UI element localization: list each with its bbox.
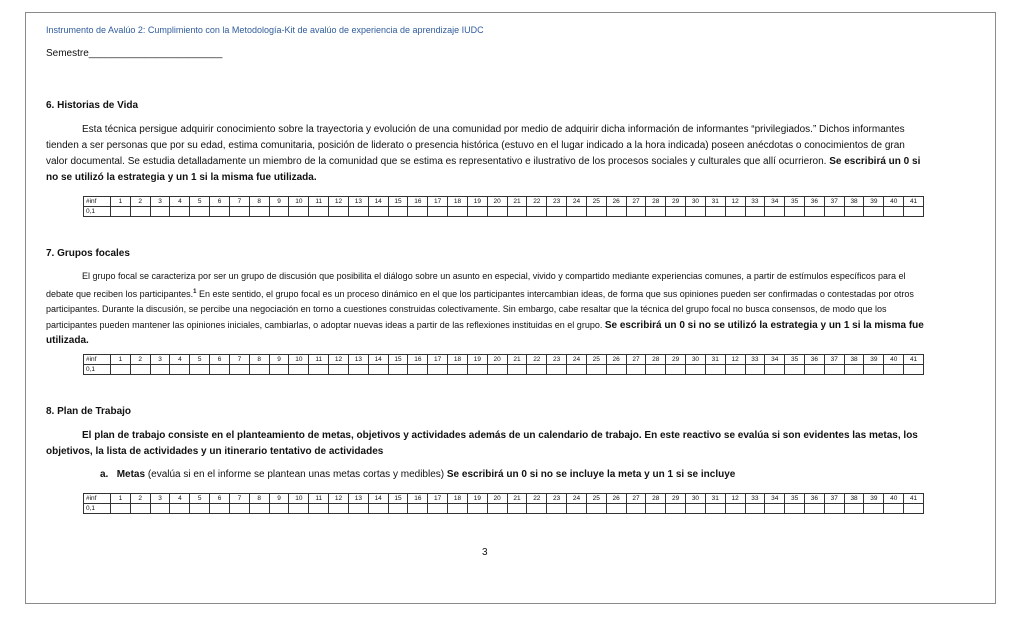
column-number: 12	[329, 355, 349, 365]
score-cell[interactable]	[804, 207, 824, 217]
metas-marker: a.	[100, 469, 109, 480]
score-cell[interactable]	[567, 504, 587, 514]
column-number: 7	[229, 197, 249, 207]
score-cell[interactable]	[130, 504, 150, 514]
column-number: 38	[844, 494, 864, 504]
table-header-row	[84, 355, 924, 365]
column-number: 28	[646, 197, 666, 207]
column-number: 38	[844, 197, 864, 207]
column-number: 15	[388, 197, 408, 207]
score-cell[interactable]	[170, 207, 190, 217]
score-cell[interactable]	[646, 207, 666, 217]
score-cell[interactable]	[884, 365, 904, 375]
column-number: 9	[269, 494, 289, 504]
score-cell[interactable]	[586, 365, 606, 375]
score-cell[interactable]	[289, 365, 309, 375]
column-number: 25	[586, 355, 606, 365]
column-number: 27	[626, 494, 646, 504]
score-cell[interactable]	[249, 207, 269, 217]
column-number: 33	[745, 197, 765, 207]
score-cell[interactable]	[487, 365, 507, 375]
score-cell[interactable]	[348, 504, 368, 514]
score-cell[interactable]	[428, 207, 448, 217]
score-cell[interactable]	[606, 504, 626, 514]
score-cell[interactable]	[130, 365, 150, 375]
semestre-blank: ________________________	[88, 48, 223, 59]
column-number: 8	[249, 494, 269, 504]
score-cell[interactable]	[745, 504, 765, 514]
score-cell[interactable]	[705, 504, 725, 514]
score-cell[interactable]	[844, 504, 864, 514]
grupos-text-2: En este sentido, el grupo focal es un proceso dinámico en el que los participantes intercambian ideas, de forma que sus opiniones pueden ser confirmadas o contestadas por otros participantes. Durante la discusión, se percibe una negociación en torno a cuestiones construidas colectivamente. Sin embargo, cabe resaltar que la técnica del grupo focal no busca consensos, de modo que los participantes pueden mantener las opiniones iniciales, cambiarlas, o adoptar nuevas ideas a partir de las reflexiones instituidas en el grupo.	[46, 288, 914, 330]
column-number: 15	[388, 355, 408, 365]
column-number: 13	[348, 494, 368, 504]
column-number: 36	[804, 494, 824, 504]
historias-instruction: Se escribirá un 0 si no se utilizó la estrategia y un 1 si la misma fue utilizada.	[46, 156, 921, 183]
column-number: 40	[884, 494, 904, 504]
column-number: 2	[130, 355, 150, 365]
score-cell[interactable]	[586, 207, 606, 217]
score-cell[interactable]	[785, 207, 805, 217]
score-cell[interactable]	[804, 365, 824, 375]
column-number: 23	[547, 197, 567, 207]
column-number: 22	[527, 197, 547, 207]
column-number: 8	[249, 197, 269, 207]
column-number: 35	[785, 197, 805, 207]
score-cell[interactable]	[666, 207, 686, 217]
column-number: 41	[904, 197, 924, 207]
column-number: 27	[626, 197, 646, 207]
score-cell[interactable]	[646, 504, 666, 514]
column-number: 14	[368, 494, 388, 504]
score-cell[interactable]	[329, 365, 349, 375]
score-cell[interactable]	[111, 365, 131, 375]
column-number: 21	[507, 197, 527, 207]
score-cell[interactable]	[626, 365, 646, 375]
score-cell[interactable]	[745, 365, 765, 375]
column-number: 29	[666, 197, 686, 207]
score-cell[interactable]	[606, 207, 626, 217]
column-number: 12	[329, 197, 349, 207]
column-number: 29	[666, 355, 686, 365]
metas-description: (evalúa si en el informe se plantean unas metas cortas y medibles)	[145, 469, 447, 480]
column-number: 16	[408, 355, 428, 365]
column-number: 5	[190, 197, 210, 207]
column-number: 17	[428, 197, 448, 207]
column-number: 34	[765, 494, 785, 504]
column-number: 30	[686, 355, 706, 365]
score-cell[interactable]	[487, 207, 507, 217]
score-cell[interactable]	[864, 365, 884, 375]
score-cell[interactable]	[170, 365, 190, 375]
score-table-grupos	[83, 354, 924, 375]
column-number: 23	[547, 355, 567, 365]
table-value-row	[84, 207, 924, 217]
score-cell[interactable]	[408, 365, 428, 375]
score-cell[interactable]	[249, 365, 269, 375]
column-number: 37	[824, 355, 844, 365]
column-number: 26	[606, 494, 626, 504]
score-cell[interactable]	[388, 365, 408, 375]
page-number: 3	[482, 547, 488, 558]
column-number: 39	[864, 494, 884, 504]
row-label-inf: #inf	[84, 494, 111, 504]
score-cell[interactable]	[111, 504, 131, 514]
score-cell[interactable]	[368, 504, 388, 514]
table-value-row	[84, 504, 924, 514]
column-number: 9	[269, 197, 289, 207]
column-number: 37	[824, 197, 844, 207]
score-cell[interactable]	[567, 207, 587, 217]
score-cell[interactable]	[626, 504, 646, 514]
section-text-plan	[46, 428, 926, 460]
column-number: 20	[487, 355, 507, 365]
document-header: Instrumento de Avalúo 2: Cumplimiento con la Metodología-Kit de avalúo de experiencia de aprendizaje IUDC	[46, 25, 484, 35]
score-cell[interactable]	[844, 365, 864, 375]
score-cell[interactable]	[467, 504, 487, 514]
column-number: 2	[130, 494, 150, 504]
score-cell[interactable]	[864, 207, 884, 217]
score-cell[interactable]	[686, 365, 706, 375]
column-number: 11	[309, 494, 329, 504]
column-number: 3	[150, 494, 170, 504]
column-number: 30	[686, 197, 706, 207]
column-number: 3	[150, 355, 170, 365]
score-cell[interactable]	[487, 504, 507, 514]
score-cell[interactable]	[408, 504, 428, 514]
column-number: 11	[309, 355, 329, 365]
column-number: 11	[309, 197, 329, 207]
column-number: 38	[844, 355, 864, 365]
row-label-inf: #inf	[84, 355, 111, 365]
column-number: 12	[725, 355, 745, 365]
metas-item	[100, 469, 735, 480]
column-number: 15	[388, 494, 408, 504]
score-cell[interactable]	[686, 207, 706, 217]
score-cell[interactable]	[368, 365, 388, 375]
score-cell[interactable]	[448, 207, 468, 217]
score-cell[interactable]	[785, 504, 805, 514]
score-cell[interactable]	[606, 365, 626, 375]
column-number: 1	[111, 197, 131, 207]
column-number: 24	[567, 355, 587, 365]
score-cell[interactable]	[210, 365, 230, 375]
column-number: 35	[785, 355, 805, 365]
table-header-row	[84, 197, 924, 207]
grupos-instruction: Se escribirá un 0 si no se utilizó la estrategia y un 1 si la misma fue utilizada.	[46, 319, 924, 346]
score-cell[interactable]	[428, 504, 448, 514]
footnote-marker: 1	[193, 288, 197, 295]
score-cell[interactable]	[408, 207, 428, 217]
column-number: 22	[527, 355, 547, 365]
column-number: 7	[229, 355, 249, 365]
column-number: 8	[249, 355, 269, 365]
column-number: 25	[586, 197, 606, 207]
column-number: 3	[150, 197, 170, 207]
score-cell[interactable]	[210, 504, 230, 514]
score-cell[interactable]	[646, 365, 666, 375]
column-number: 13	[348, 355, 368, 365]
score-cell[interactable]	[229, 207, 249, 217]
score-cell[interactable]	[190, 207, 210, 217]
score-cell[interactable]	[269, 504, 289, 514]
semestre-label: Semestre	[46, 48, 89, 59]
column-number: 34	[765, 197, 785, 207]
column-number: 4	[170, 494, 190, 504]
score-cell[interactable]	[527, 207, 547, 217]
score-cell[interactable]	[904, 504, 924, 514]
score-cell[interactable]	[785, 365, 805, 375]
column-number: 36	[804, 197, 824, 207]
column-number: 24	[567, 494, 587, 504]
score-cell[interactable]	[150, 365, 170, 375]
metas-title: Metas	[116, 469, 146, 480]
score-cell[interactable]	[547, 504, 567, 514]
column-number: 20	[487, 197, 507, 207]
column-number: 1	[111, 494, 131, 504]
score-cell[interactable]	[725, 504, 745, 514]
score-cell[interactable]	[309, 365, 329, 375]
score-table-metas	[83, 493, 924, 514]
score-cell[interactable]	[626, 207, 646, 217]
column-number: 1	[111, 355, 131, 365]
column-number: 19	[467, 197, 487, 207]
score-cell[interactable]	[170, 504, 190, 514]
column-number: 24	[567, 197, 587, 207]
column-number: 25	[586, 494, 606, 504]
column-number: 12	[725, 494, 745, 504]
score-cell[interactable]	[666, 365, 686, 375]
score-cell[interactable]	[269, 365, 289, 375]
score-cell[interactable]	[567, 365, 587, 375]
column-number: 33	[745, 355, 765, 365]
section-title-historias: 6. Historias de Vida	[46, 100, 139, 111]
column-number: 12	[725, 197, 745, 207]
column-number: 22	[527, 494, 547, 504]
column-number: 40	[884, 355, 904, 365]
score-cell[interactable]	[884, 207, 904, 217]
score-cell[interactable]	[130, 207, 150, 217]
score-cell[interactable]	[448, 504, 468, 514]
section-title-plan: 8. Plan de Trabajo	[46, 406, 132, 417]
column-number: 14	[368, 197, 388, 207]
score-cell[interactable]	[190, 504, 210, 514]
column-number: 18	[448, 494, 468, 504]
score-cell[interactable]	[507, 207, 527, 217]
column-number: 41	[904, 355, 924, 365]
column-number: 28	[646, 355, 666, 365]
score-cell[interactable]	[388, 207, 408, 217]
column-number: 39	[864, 197, 884, 207]
score-cell[interactable]	[507, 365, 527, 375]
score-cell[interactable]	[269, 207, 289, 217]
column-number: 10	[289, 197, 309, 207]
score-cell[interactable]	[666, 504, 686, 514]
section-text-historias	[46, 122, 926, 186]
score-cell[interactable]	[725, 207, 745, 217]
column-number: 10	[289, 494, 309, 504]
column-number: 17	[428, 355, 448, 365]
score-cell[interactable]	[229, 504, 249, 514]
historias-text: Esta técnica persigue adquirir conocimiento sobre la trayectoria y evolución de una comunidad por medio de adquirir dicha información de informantes “privilegiados.” Dichos informantes tienden a ser personas que por su edad, estima comunitaria, posición de liderato o presencia histórica (estuvo en el lugar indicado a la hora indicada) poseen anécdotas o conocimientos de gran valor documental. Se estudia detalladamente un miembro de la comunidad que se estima es representativo e ilustrativo de los procesos sociales y culturales que allí ocurrieron.	[46, 124, 905, 167]
score-cell[interactable]	[705, 207, 725, 217]
score-cell[interactable]	[229, 365, 249, 375]
table-header-row	[84, 494, 924, 504]
score-cell[interactable]	[804, 504, 824, 514]
score-cell[interactable]	[765, 365, 785, 375]
column-number: 27	[626, 355, 646, 365]
column-number: 19	[467, 494, 487, 504]
score-cell[interactable]	[824, 504, 844, 514]
score-cell[interactable]	[309, 207, 329, 217]
score-cell[interactable]	[745, 207, 765, 217]
section-title-grupos: 7. Grupos focales	[46, 248, 130, 259]
row-label-inf: #inf	[84, 197, 111, 207]
metas-instruction: Se escribirá un 0 si no se incluye la meta y un 1 si se incluye	[446, 469, 736, 480]
column-number: 9	[269, 355, 289, 365]
score-cell[interactable]	[150, 207, 170, 217]
score-cell[interactable]	[249, 504, 269, 514]
column-number: 34	[765, 355, 785, 365]
score-cell[interactable]	[111, 207, 131, 217]
score-cell[interactable]	[428, 365, 448, 375]
score-cell[interactable]	[705, 365, 725, 375]
column-number: 5	[190, 355, 210, 365]
column-number: 40	[884, 197, 904, 207]
plan-text: El plan de trabajo consiste en el planteamiento de metas, objetivos y actividades además de un calendario de trabajo. En este reactivo se evalúa si son evidentes las metas, los objetivos, la lista de actividades y un itinerario tentativo de actividades	[46, 430, 918, 457]
column-number: 26	[606, 355, 626, 365]
score-cell[interactable]	[289, 207, 309, 217]
score-cell[interactable]	[388, 504, 408, 514]
score-cell[interactable]	[864, 504, 884, 514]
column-number: 28	[646, 494, 666, 504]
score-cell[interactable]	[904, 365, 924, 375]
column-number: 26	[606, 197, 626, 207]
column-number: 5	[190, 494, 210, 504]
column-number: 10	[289, 355, 309, 365]
score-cell[interactable]	[507, 504, 527, 514]
column-number: 39	[864, 355, 884, 365]
column-number: 18	[448, 197, 468, 207]
score-cell[interactable]	[904, 207, 924, 217]
score-cell[interactable]	[725, 365, 745, 375]
score-cell[interactable]	[527, 504, 547, 514]
column-number: 19	[467, 355, 487, 365]
score-cell[interactable]	[289, 504, 309, 514]
score-cell[interactable]	[348, 207, 368, 217]
column-number: 18	[448, 355, 468, 365]
score-cell[interactable]	[765, 504, 785, 514]
column-number: 36	[804, 355, 824, 365]
score-cell[interactable]	[467, 365, 487, 375]
column-number: 23	[547, 494, 567, 504]
semestre-line	[46, 48, 222, 59]
column-number: 41	[904, 494, 924, 504]
column-number: 6	[210, 197, 230, 207]
score-cell[interactable]	[547, 365, 567, 375]
score-cell[interactable]	[210, 207, 230, 217]
column-number: 4	[170, 355, 190, 365]
column-number: 2	[130, 197, 150, 207]
score-cell[interactable]	[190, 365, 210, 375]
column-number: 30	[686, 494, 706, 504]
column-number: 31	[705, 197, 725, 207]
column-number: 37	[824, 494, 844, 504]
column-number: 7	[229, 494, 249, 504]
score-cell[interactable]	[824, 207, 844, 217]
column-number: 6	[210, 494, 230, 504]
score-cell[interactable]	[448, 365, 468, 375]
score-cell[interactable]	[765, 207, 785, 217]
score-cell[interactable]	[884, 504, 904, 514]
score-cell[interactable]	[368, 207, 388, 217]
column-number: 12	[329, 494, 349, 504]
score-cell[interactable]	[467, 207, 487, 217]
score-cell[interactable]	[329, 504, 349, 514]
column-number: 14	[368, 355, 388, 365]
score-cell[interactable]	[686, 504, 706, 514]
score-cell[interactable]	[309, 504, 329, 514]
column-number: 31	[705, 355, 725, 365]
score-cell[interactable]	[329, 207, 349, 217]
column-number: 21	[507, 494, 527, 504]
row-label-value: 0,1	[84, 365, 111, 375]
grupos-text: El grupo focal se caracteriza por ser un grupo de discusión que posibilita el diálogo sobre un asunto en especial, vivido y compartido mediante experiencias comunes, a partir de estímulos específicos para el debate que reciben los participantes.	[46, 271, 906, 299]
column-number: 35	[785, 494, 805, 504]
score-cell[interactable]	[844, 207, 864, 217]
row-label-value: 0,1	[84, 207, 111, 217]
column-number: 16	[408, 494, 428, 504]
column-number: 16	[408, 197, 428, 207]
column-number: 31	[705, 494, 725, 504]
column-number: 13	[348, 197, 368, 207]
column-number: 17	[428, 494, 448, 504]
score-cell[interactable]	[527, 365, 547, 375]
score-table-historias	[83, 196, 924, 217]
score-cell[interactable]	[348, 365, 368, 375]
column-number: 4	[170, 197, 190, 207]
score-cell[interactable]	[586, 504, 606, 514]
score-cell[interactable]	[150, 504, 170, 514]
column-number: 6	[210, 355, 230, 365]
column-number: 21	[507, 355, 527, 365]
score-cell[interactable]	[547, 207, 567, 217]
column-number: 20	[487, 494, 507, 504]
score-cell[interactable]	[824, 365, 844, 375]
section-text-grupos	[46, 269, 926, 349]
row-label-value: 0,1	[84, 504, 111, 514]
column-number: 29	[666, 494, 686, 504]
column-number: 33	[745, 494, 765, 504]
table-value-row	[84, 365, 924, 375]
